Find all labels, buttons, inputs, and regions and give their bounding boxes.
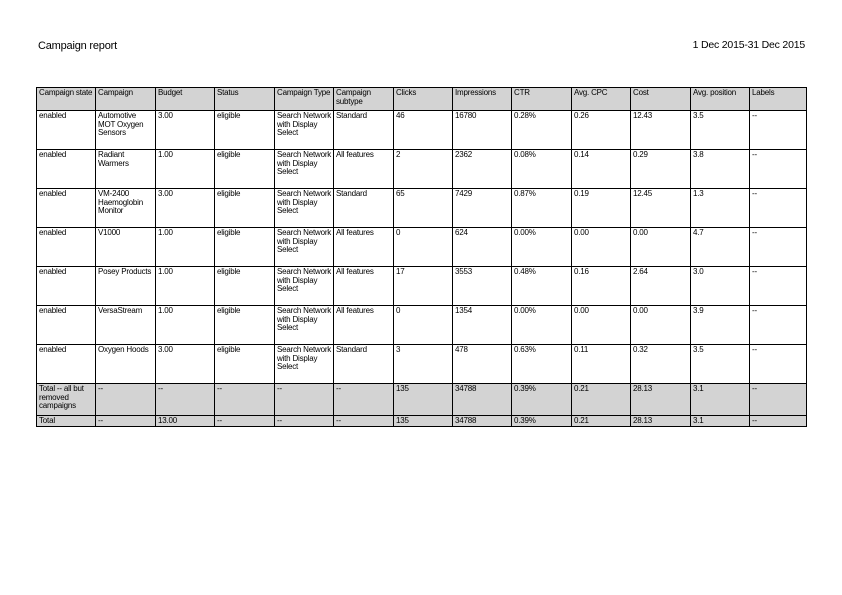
cell-avg-position: 3.1 bbox=[691, 416, 750, 427]
table-row bbox=[37, 111, 807, 150]
cell-campaign-state: enabled bbox=[37, 228, 96, 267]
cell-campaign-state: enabled bbox=[37, 150, 96, 189]
column-header-campaign-type: Campaign Type bbox=[275, 88, 334, 111]
cell-ctr: 0.39% bbox=[512, 416, 572, 427]
cell-clicks: 46 bbox=[394, 111, 453, 150]
cell-clicks: 0 bbox=[394, 228, 453, 267]
cell-campaign-type: Search Network with Display Select bbox=[275, 189, 334, 228]
cell-status: eligible bbox=[215, 306, 275, 345]
cell-labels: -- bbox=[750, 267, 807, 306]
cell-ctr: 0.00% bbox=[512, 306, 572, 345]
cell-avg-cpc: 0.11 bbox=[572, 345, 631, 384]
cell-avg-cpc: 0.19 bbox=[572, 189, 631, 228]
cell-avg-position: 1.3 bbox=[691, 189, 750, 228]
cell-status: -- bbox=[215, 416, 275, 427]
cell-clicks: 65 bbox=[394, 189, 453, 228]
cell-clicks: 0 bbox=[394, 306, 453, 345]
column-header-cost: Cost bbox=[631, 88, 691, 111]
cell-ctr: 0.28% bbox=[512, 111, 572, 150]
campaign-table bbox=[36, 87, 807, 427]
cell-impressions: 7429 bbox=[453, 189, 512, 228]
cell-campaign: Automotive MOT Oxygen Sensors bbox=[96, 111, 156, 150]
cell-avg-position: 3.0 bbox=[691, 267, 750, 306]
cell-cost: 2.64 bbox=[631, 267, 691, 306]
cell-labels: -- bbox=[750, 345, 807, 384]
column-header-impressions: Impressions bbox=[453, 88, 512, 111]
total-row bbox=[37, 416, 807, 427]
cell-cost: 12.45 bbox=[631, 189, 691, 228]
cell-ctr: 0.63% bbox=[512, 345, 572, 384]
cell-campaign-state: enabled bbox=[37, 267, 96, 306]
cell-campaign: -- bbox=[96, 416, 156, 427]
cell-campaign-subtype: Standard bbox=[334, 345, 394, 384]
subtotal-row bbox=[37, 384, 807, 416]
cell-impressions: 478 bbox=[453, 345, 512, 384]
cell-cost: 0.00 bbox=[631, 228, 691, 267]
table-row bbox=[37, 228, 807, 267]
cell-impressions: 1354 bbox=[453, 306, 512, 345]
cell-budget: 1.00 bbox=[156, 228, 215, 267]
cell-campaign-type: -- bbox=[275, 384, 334, 416]
cell-campaign-subtype: All features bbox=[334, 306, 394, 345]
cell-budget: 1.00 bbox=[156, 150, 215, 189]
cell-clicks: 2 bbox=[394, 150, 453, 189]
cell-campaign-type: Search Network with Display Select bbox=[275, 267, 334, 306]
cell-status: eligible bbox=[215, 111, 275, 150]
cell-campaign-state: enabled bbox=[37, 345, 96, 384]
cell-ctr: 0.08% bbox=[512, 150, 572, 189]
column-header-avg-cpc: Avg. CPC bbox=[572, 88, 631, 111]
cell-campaign-subtype: Standard bbox=[334, 189, 394, 228]
cell-campaign: Oxygen Hoods bbox=[96, 345, 156, 384]
cell-campaign-subtype: Standard bbox=[334, 111, 394, 150]
cell-campaign: -- bbox=[96, 384, 156, 416]
cell-campaign-subtype: -- bbox=[334, 416, 394, 427]
cell-avg-position: 3.9 bbox=[691, 306, 750, 345]
cell-campaign: VM-2400 Haemoglobin Monitor bbox=[96, 189, 156, 228]
cell-campaign: V1000 bbox=[96, 228, 156, 267]
cell-budget: 3.00 bbox=[156, 345, 215, 384]
cell-labels: -- bbox=[750, 384, 807, 416]
cell-labels: -- bbox=[750, 228, 807, 267]
column-header-campaign-subtype: Campaign subtype bbox=[334, 88, 394, 111]
table-header-row bbox=[37, 88, 807, 111]
cell-avg-cpc: 0.00 bbox=[572, 306, 631, 345]
column-header-budget: Budget bbox=[156, 88, 215, 111]
cell-impressions: 3553 bbox=[453, 267, 512, 306]
cell-ctr: 0.87% bbox=[512, 189, 572, 228]
cell-labels: -- bbox=[750, 111, 807, 150]
cell-budget: -- bbox=[156, 384, 215, 416]
cell-campaign-subtype: All features bbox=[334, 228, 394, 267]
cell-labels: -- bbox=[750, 416, 807, 427]
cell-status: -- bbox=[215, 384, 275, 416]
cell-impressions: 624 bbox=[453, 228, 512, 267]
cell-ctr: 0.48% bbox=[512, 267, 572, 306]
cell-budget: 13.00 bbox=[156, 416, 215, 427]
cell-ctr: 0.39% bbox=[512, 384, 572, 416]
cell-campaign-state: enabled bbox=[37, 111, 96, 150]
cell-budget: 1.00 bbox=[156, 267, 215, 306]
cell-campaign-state: enabled bbox=[37, 306, 96, 345]
cell-cost: 28.13 bbox=[631, 416, 691, 427]
cell-impressions: 34788 bbox=[453, 416, 512, 427]
table-row bbox=[37, 189, 807, 228]
cell-cost: 0.29 bbox=[631, 150, 691, 189]
report-title: Campaign report bbox=[38, 40, 117, 52]
column-header-ctr: CTR bbox=[512, 88, 572, 111]
cell-campaign-state: Total bbox=[37, 416, 96, 427]
cell-campaign-state: Total -- all but removed campaigns bbox=[37, 384, 96, 416]
table-row bbox=[37, 150, 807, 189]
cell-status: eligible bbox=[215, 189, 275, 228]
cell-avg-cpc: 0.16 bbox=[572, 267, 631, 306]
cell-campaign-type: Search Network with Display Select bbox=[275, 345, 334, 384]
cell-cost: 12.43 bbox=[631, 111, 691, 150]
cell-campaign: Posey Products bbox=[96, 267, 156, 306]
cell-labels: -- bbox=[750, 306, 807, 345]
cell-clicks: 3 bbox=[394, 345, 453, 384]
cell-clicks: 135 bbox=[394, 384, 453, 416]
cell-avg-position: 4.7 bbox=[691, 228, 750, 267]
cell-clicks: 17 bbox=[394, 267, 453, 306]
cell-campaign-subtype: All features bbox=[334, 150, 394, 189]
cell-cost: 0.32 bbox=[631, 345, 691, 384]
cell-avg-cpc: 0.26 bbox=[572, 111, 631, 150]
cell-clicks: 135 bbox=[394, 416, 453, 427]
table-row bbox=[37, 306, 807, 345]
column-header-clicks: Clicks bbox=[394, 88, 453, 111]
column-header-labels: Labels bbox=[750, 88, 807, 111]
cell-campaign-state: enabled bbox=[37, 189, 96, 228]
cell-avg-position: 3.5 bbox=[691, 345, 750, 384]
column-header-campaign: Campaign bbox=[96, 88, 156, 111]
cell-avg-position: 3.1 bbox=[691, 384, 750, 416]
cell-impressions: 34788 bbox=[453, 384, 512, 416]
cell-status: eligible bbox=[215, 150, 275, 189]
column-header-campaign-state: Campaign state bbox=[37, 88, 96, 111]
cell-status: eligible bbox=[215, 345, 275, 384]
cell-cost: 28.13 bbox=[631, 384, 691, 416]
cell-budget: 3.00 bbox=[156, 111, 215, 150]
cell-budget: 1.00 bbox=[156, 306, 215, 345]
cell-campaign: VersaStream bbox=[96, 306, 156, 345]
table-row bbox=[37, 267, 807, 306]
cell-campaign: Radiant Warmers bbox=[96, 150, 156, 189]
table-row bbox=[37, 345, 807, 384]
cell-campaign-type: Search Network with Display Select bbox=[275, 150, 334, 189]
cell-status: eligible bbox=[215, 228, 275, 267]
cell-status: eligible bbox=[215, 267, 275, 306]
cell-avg-cpc: 0.21 bbox=[572, 384, 631, 416]
cell-ctr: 0.00% bbox=[512, 228, 572, 267]
cell-avg-position: 3.5 bbox=[691, 111, 750, 150]
cell-avg-position: 3.8 bbox=[691, 150, 750, 189]
cell-campaign-type: Search Network with Display Select bbox=[275, 228, 334, 267]
cell-campaign-type: Search Network with Display Select bbox=[275, 306, 334, 345]
cell-budget: 3.00 bbox=[156, 189, 215, 228]
cell-cost: 0.00 bbox=[631, 306, 691, 345]
cell-campaign-subtype: All features bbox=[334, 267, 394, 306]
cell-campaign-type: -- bbox=[275, 416, 334, 427]
cell-avg-cpc: 0.00 bbox=[572, 228, 631, 267]
cell-impressions: 16780 bbox=[453, 111, 512, 150]
column-header-status: Status bbox=[215, 88, 275, 111]
cell-avg-cpc: 0.14 bbox=[572, 150, 631, 189]
cell-impressions: 2362 bbox=[453, 150, 512, 189]
report-date-range: 1 Dec 2015-31 Dec 2015 bbox=[692, 39, 805, 51]
cell-labels: -- bbox=[750, 189, 807, 228]
cell-labels: -- bbox=[750, 150, 807, 189]
cell-campaign-type: Search Network with Display Select bbox=[275, 111, 334, 150]
cell-avg-cpc: 0.21 bbox=[572, 416, 631, 427]
column-header-avg-position: Avg. position bbox=[691, 88, 750, 111]
cell-campaign-subtype: -- bbox=[334, 384, 394, 416]
